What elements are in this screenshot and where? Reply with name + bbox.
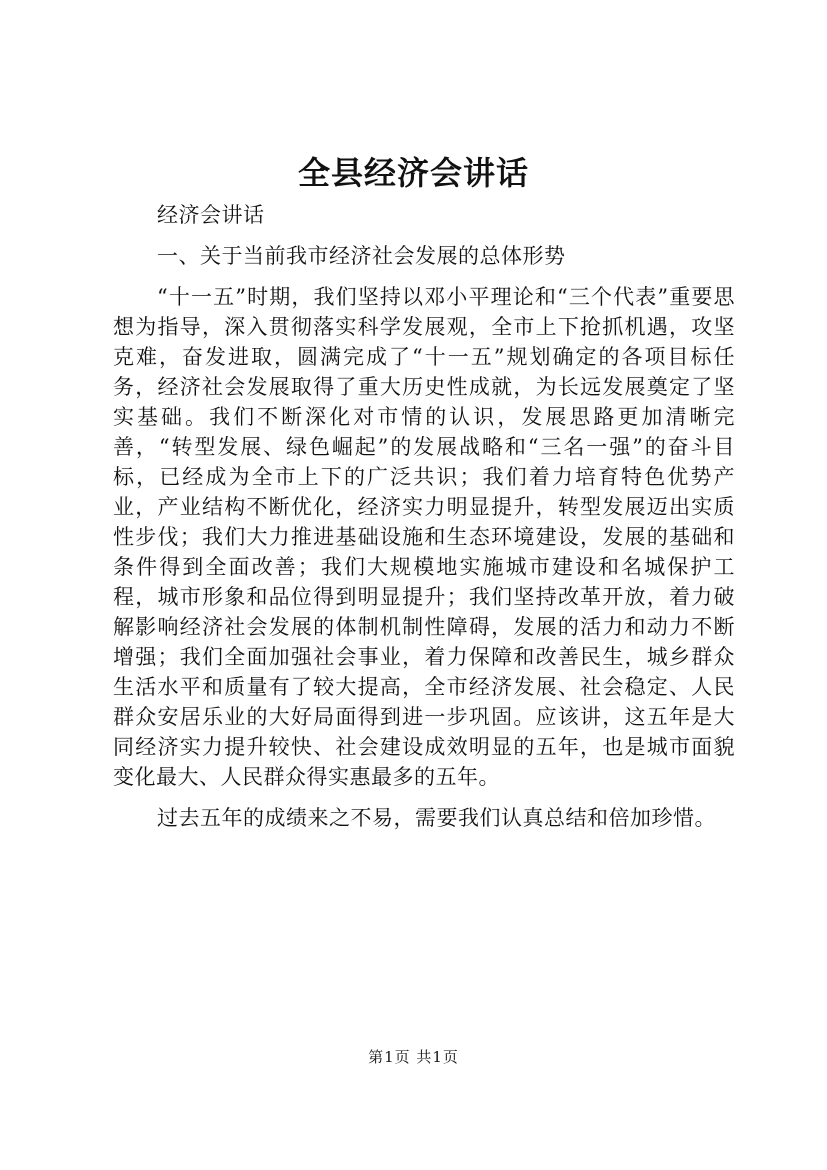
document-body — [113, 200, 735, 833]
paragraph-main: “十一五”时期，我们坚持以邓小平理论和“三个代表”重要思想为指导，深入贯彻落实科学发展观，全市上下抢抓机遇，攻坚克难，奋发进取，圆满完成了“十一五”规划确定的各项目标任务，经济社会发展取得了重大历史性成就，为长远发展奠定了坚实基础。我们不断深化对市情的认识，发展思路更加清晰完善，“转型发展、绿色崛起”的发展战略和“三名一强”的奋斗目标，已经成为全市上下的广泛共识；我们着力培育特色优势产业，产业结构不断优化，经济实力明显提升，转型发展迈出实质性步伐；我们大力推进基础设施和生态环境建设，发展的基础和条件得到全面改善；我们大规模地实施城市建设和名城保护工程，城市形象和品位得到明显提升；我们坚持改革开放，着力破解影响经济社会发展的体制机制性障碍，发展的活力和动力不断增强；我们全面加强社会事业，着力保障和改善民生，城乡群众生活水平和质量有了较大提高，全市经济发展、社会稳定、人民群众安居乐业的大好局面得到进一步巩固。应该讲，这五年是大同经济实力提升较快、社会建设成效明显的五年，也是城市面貌变化最大、人民群众得实惠最多的五年。 — [113, 285, 735, 789]
paragraph-section-heading: 一、关于当前我市经济社会发展的总体形势 — [157, 244, 566, 268]
paragraph-subtitle: 经济会讲话 — [157, 203, 265, 227]
page-footer: 第1页 共1页 — [368, 1048, 459, 1066]
document-title: 全县经济会讲话 — [297, 154, 529, 192]
paragraph-closing: 过去五年的成绩来之不易，需要我们认真总结和倍加珍惜。 — [157, 806, 716, 830]
